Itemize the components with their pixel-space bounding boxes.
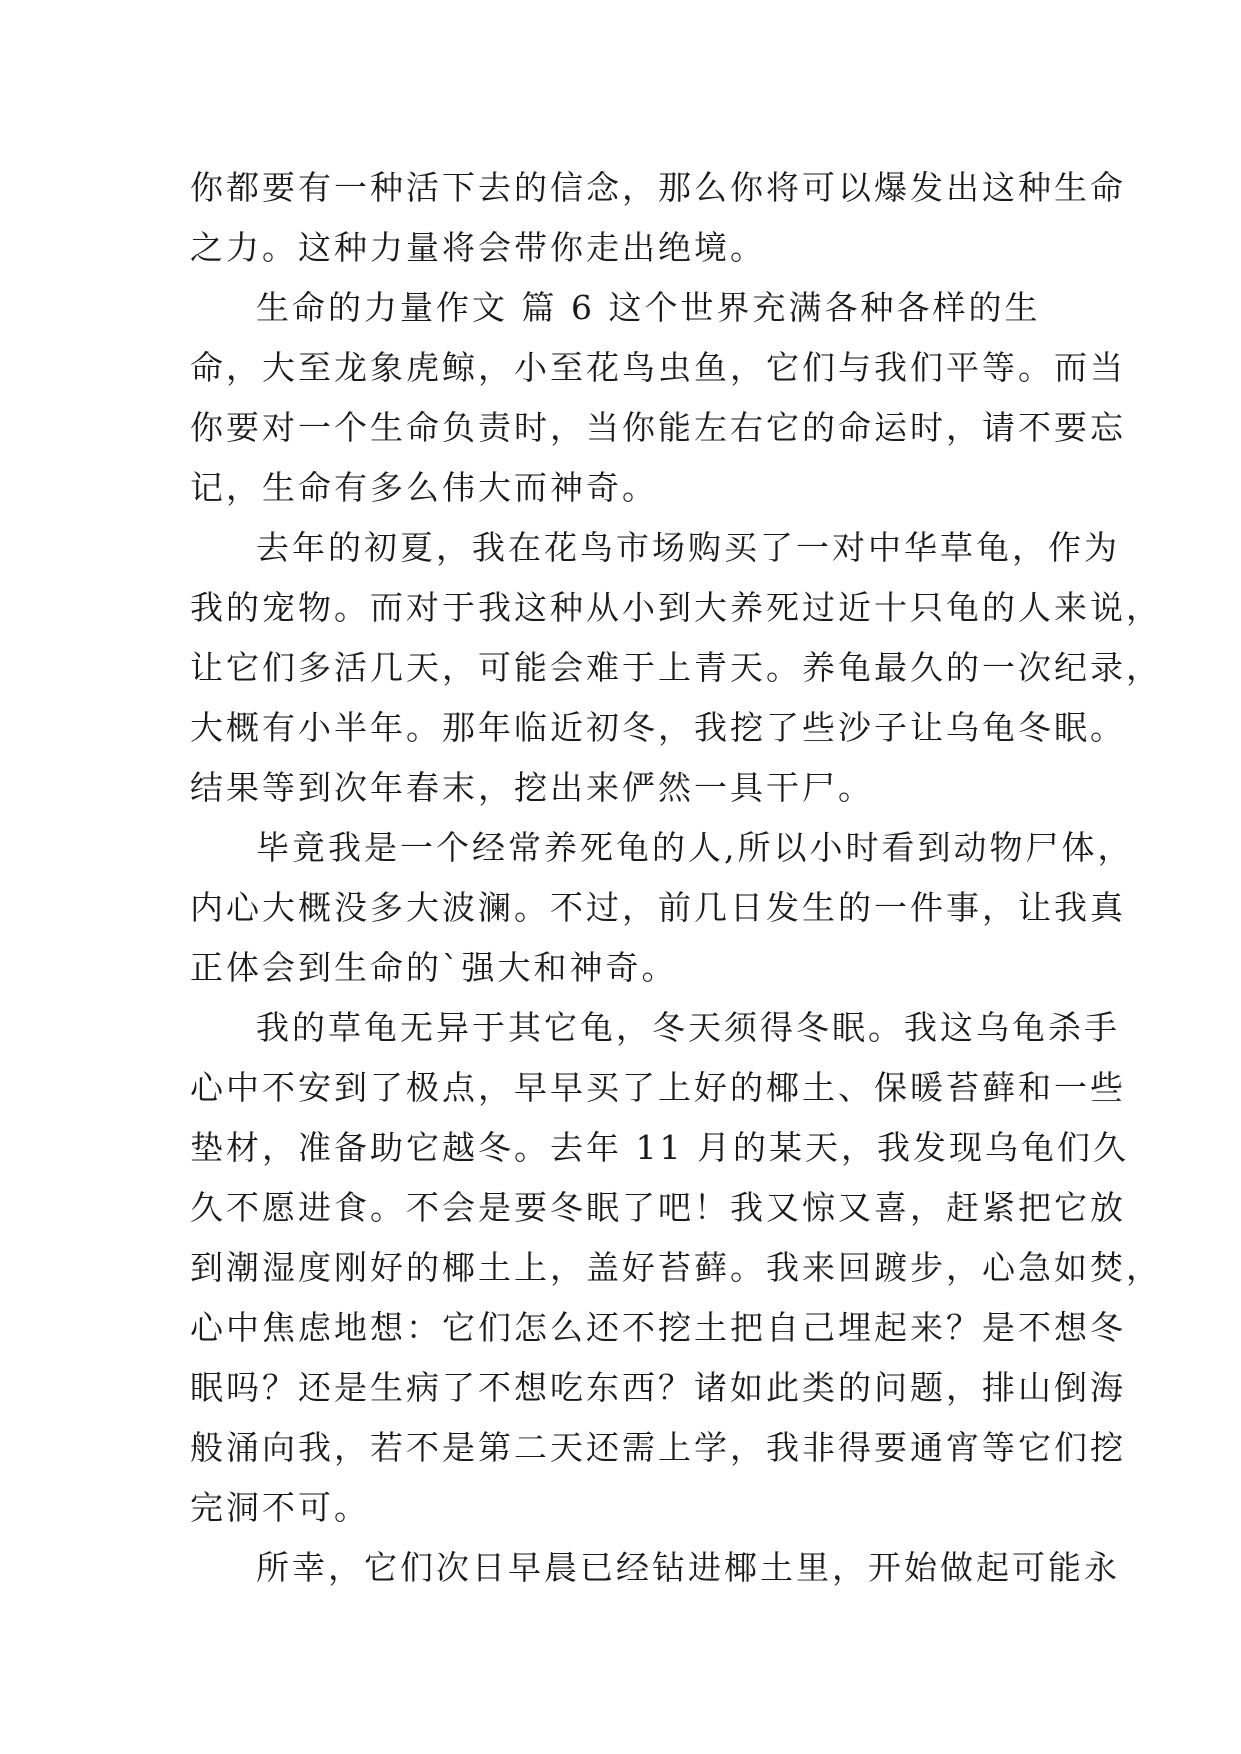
text-line: 我的宠物。而对于我这种从小到大养死过近十只龟的人来说， [190,588,1162,627]
text-line: 记，生命有多么伟大而神奇。 [190,468,658,507]
text-line: 眠吗？还是生病了不想吃东西？诸如此类的问题，排山倒海 [190,1368,1126,1407]
text-line: 我的草龟无异于其它龟，冬天须得冬眠。我这乌龟杀手 [256,1008,1120,1047]
text-line: 命，大至龙象虎鲸，小至花鸟虫鱼，它们与我们平等。而当 [190,348,1126,387]
text-line: 结果等到次年春末，挖出来俨然一具干尸。 [190,768,874,807]
text-line: 正体会到生命的`强大和神奇。 [190,948,678,987]
text-line: 大概有小半年。那年临近初冬，我挖了些沙子让乌龟冬眠。 [190,708,1126,747]
essay-body [190,158,1162,1598]
text-line: 心中不安到了极点，早早买了上好的椰土、保暖苔藓和一些 [190,1068,1126,1107]
text-line: 垫材，准备助它越冬。去年 11 月的某天，我发现乌龟们久 [190,1128,1129,1167]
text-line: 久不愿进食。不会是要冬眠了吧！我又惊又喜，赶紧把它放 [190,1188,1126,1227]
text-line: 去年的初夏，我在花鸟市场购买了一对中华草龟，作为 [256,528,1120,567]
text-line: 完洞不可。 [190,1488,370,1527]
text-line: 毕竟我是一个经常养死龟的人,所以小时看到动物尸体， [256,828,1134,867]
text-line: 内心大概没多大波澜。不过，前几日发生的一件事，让我真 [190,888,1126,927]
text-line: 让它们多活几天，可能会难于上青天。养龟最久的一次纪录， [190,648,1162,687]
text-line: 你要对一个生命负责时，当你能左右它的命运时，请不要忘 [190,408,1126,447]
text-line: 你都要有一种活下去的信念，那么你将可以爆发出这种生命 [190,168,1126,207]
text-line: 般涌向我，若不是第二天还需上学，我非得要通宵等它们挖 [190,1428,1126,1467]
text-line: 之力。这种力量将会带你走出绝境。 [190,228,766,267]
text-line: 生命的力量作文 篇 6 这个世界充满各种各样的生 [256,288,1041,327]
text-line: 到潮湿度刚好的椰土上，盖好苔藓。我来回踱步，心急如焚， [190,1248,1162,1287]
text-line: 所幸，它们次日早晨已经钻进椰土里，开始做起可能永 [256,1548,1120,1587]
text-line: 心中焦虑地想：它们怎么还不挖土把自己埋起来？是不想冬 [190,1308,1126,1347]
